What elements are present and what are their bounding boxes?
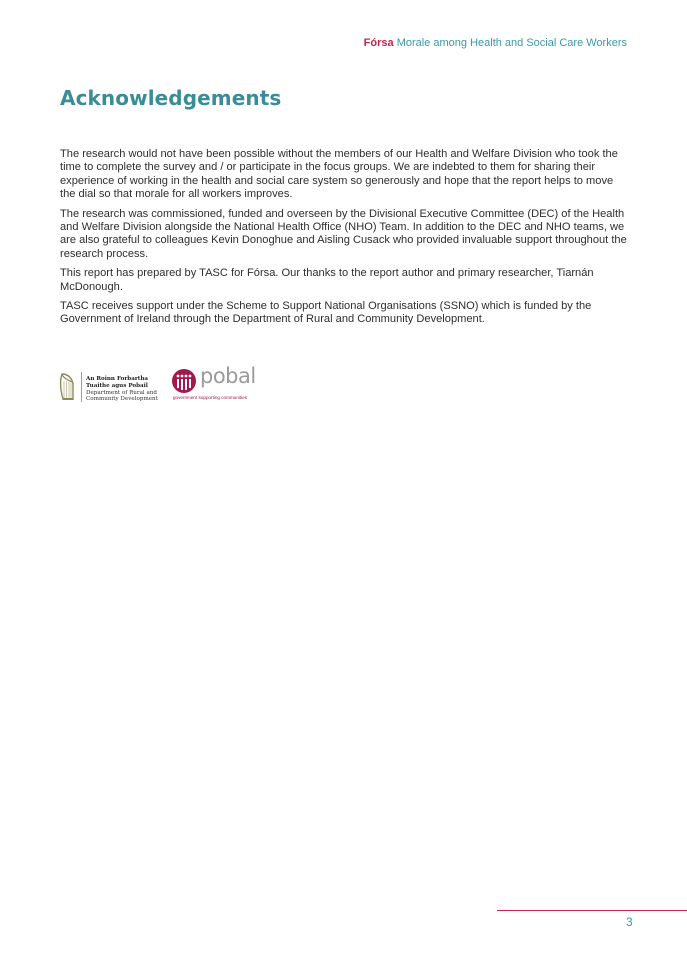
pobal-tagline: government supporting communities: [173, 395, 248, 400]
paragraph: The research was commissioned, funded and overseen by the Divisional Executive Committee (DEC) of the Health and Welfare Division alongside the National Health Office (NHO) Team. In addition to the DEC and NHO teams, we are also grateful to colleagues Kevin Donoghue and Aisling Cusack who provided invaluable support throughout the research process.: [60, 207, 627, 260]
pobal-dots-icon: [171, 368, 197, 394]
department-name-irish-2: Tuaithe agus Pobail: [86, 382, 148, 389]
department-name-english-1: Department of Rural and: [86, 389, 158, 396]
page-number: 3: [626, 915, 633, 929]
department-name: [86, 376, 158, 403]
header-subtitle: Morale among Health and Social Care Workers: [396, 37, 627, 49]
running-header: [364, 37, 627, 49]
pobal-wordmark: pobal: [200, 364, 256, 388]
acknowledgements-body: [60, 148, 630, 333]
pobal-logo: [171, 366, 261, 406]
harp-icon: [58, 372, 76, 402]
logo-divider: [81, 372, 82, 402]
page-title: Acknowledgements: [60, 86, 282, 110]
header-brand: Fórsa: [363, 37, 394, 49]
department-logo: [58, 368, 162, 406]
footer-rule: [497, 910, 687, 911]
department-name-english-2: Community Development: [86, 396, 158, 403]
department-name-irish-1: An Roinn Forbartha: [86, 376, 149, 382]
paragraph: TASC receives support under the Scheme to Support National Organisations (SSNO) which is funded by the Government of Ireland through the Department of Rural and Community Development.: [60, 300, 592, 326]
paragraph: The research would not have been possible without the members of our Health and Welfare Division who took the time to complete the survey and / or participate in the focus groups. We are indebted to them for sharing their experience of working in the health and social care system so generously and hope that the report helps to move the dial so that morale for all workers improves.: [60, 148, 618, 201]
sponsor-logos: [58, 366, 278, 406]
paragraph: This report has prepared by TASC for Fórsa. Our thanks to the report author and primary researcher, Tiarnán McDonough.: [60, 267, 594, 293]
